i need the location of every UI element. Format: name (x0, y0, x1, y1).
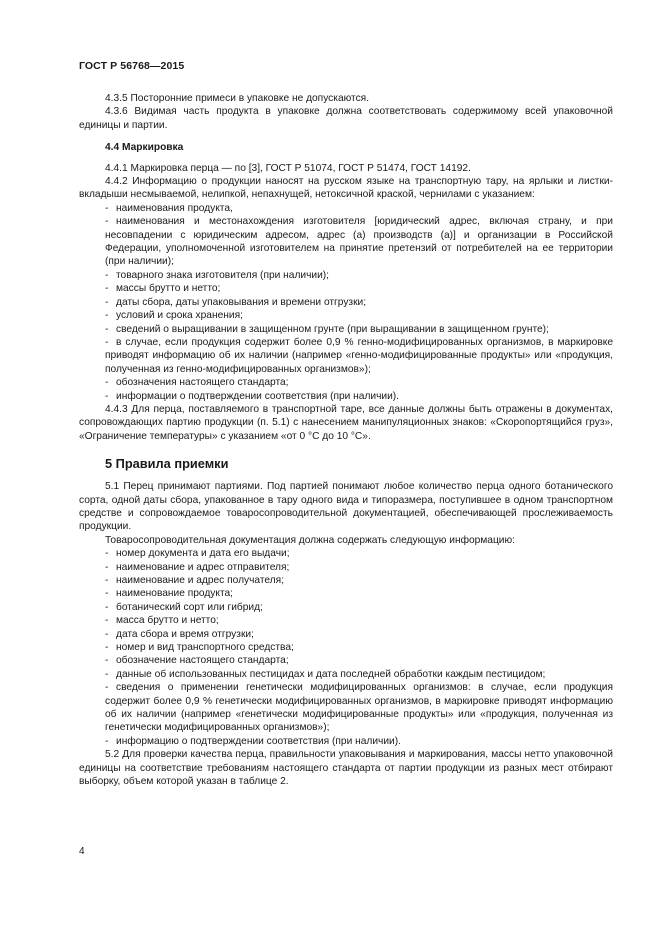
list-dash: - (105, 390, 109, 402)
list-dash: - (105, 615, 109, 627)
list-dash: - (105, 283, 109, 295)
list-item-text: товарного знака изготовителя (при наличии); (116, 269, 329, 281)
paragraph: 5.2 Для проверки качества перца, правильности упаковывания и маркирования, массы нетто упаковочной единицы на соответствие требованиям настоящего стандарта от партии продукции из разных мест отбирают выборку, объем которой указан в таблице 2. (79, 749, 613, 788)
section-heading: 5 Правила приемки (105, 456, 229, 472)
list-item (79, 614, 613, 627)
subsection-heading: 4.4 Маркировка (105, 142, 184, 154)
list-item-text: наименования продукта, (116, 202, 233, 214)
paragraph: 4.3.5 Посторонние примеси в упаковке не допускаются. (105, 93, 370, 104)
list-item-text: даты сбора, даты упаковывания и времени отгрузки; (116, 296, 367, 308)
paragraph: 4.4.3 Для перца, поставляемого в транспортной таре, все данные должны быть отражены в документах, сопровождающих партию продукции (п. 5.1) с нанесением манипуляционных знаков: «Скоропортящийся груз», «Ограничение температуры» с указанием «от 0 °С до 10 °С». (79, 403, 613, 442)
list-item-text: дата сбора и время отгрузки; (116, 628, 254, 640)
list-item (79, 628, 613, 641)
list-item-text: информацию о подтверждении соответствия (при наличии). (116, 735, 401, 747)
list-dash: - (105, 682, 109, 694)
list-item (79, 587, 613, 600)
list-dash: - (105, 323, 109, 335)
list-item (79, 601, 613, 614)
list-item (79, 269, 613, 282)
list-item (79, 735, 613, 748)
list-item (79, 323, 613, 336)
list-item-text: наименование и адрес получателя; (116, 575, 285, 586)
list-item (79, 336, 613, 376)
list-item (79, 681, 613, 735)
list-dash: - (105, 575, 109, 586)
list-dash: - (105, 296, 109, 308)
paragraph: 4.3.6 Видимая часть продукта в упаковке должна соответствовать содержимому всей упаковочной единицы и партии. (79, 106, 613, 131)
list-item-text: массы брутто и нетто; (116, 283, 221, 295)
list-dash: - (105, 642, 109, 654)
list-item (79, 668, 613, 681)
paragraph: Товаросопроводительная документация должна содержать следующую информацию: (105, 534, 515, 546)
list-item-text: наименование и адрес отправителя; (116, 561, 290, 573)
list-item (79, 654, 613, 667)
list-dash: - (105, 310, 109, 322)
list-item (79, 309, 613, 322)
list-item (79, 376, 613, 389)
list-dash: - (105, 336, 109, 348)
list-item (79, 561, 613, 574)
list-item-text: информации о подтверждении соответствия (при наличии). (116, 390, 400, 402)
list-item-text: ботанический сорт или гибрид; (116, 601, 263, 613)
list-item (79, 641, 613, 654)
list-item (79, 390, 613, 403)
list-item (79, 202, 613, 215)
list-dash: - (105, 269, 109, 281)
page-number: 4 (79, 846, 85, 857)
list-dash: - (105, 202, 109, 214)
list-item-text: наименование продукта; (116, 588, 234, 600)
paragraph: 4.4.2 Информацию о продукции наносят на русском языке на транспортную тару, на ярлыки и листки-вкладыши несмываемой, нелипкой, непахнущей, нетоксичной краской, чернилами с указанием: (79, 176, 613, 201)
list-dash: - (105, 601, 109, 613)
list-dash: - (105, 668, 109, 680)
list-item-text: номер и вид транспортного средства; (116, 642, 294, 654)
list-item (79, 282, 613, 295)
list-dash: - (105, 735, 109, 747)
list-item (79, 296, 613, 309)
list-dash: - (105, 628, 109, 640)
list-item-text: данные об использованных пестицидах и дата последней обработки каждым пестицидом; (116, 668, 546, 680)
list-dash: - (105, 588, 109, 600)
list-item (79, 574, 613, 587)
list-dash: - (105, 655, 109, 667)
list-dash: - (105, 561, 109, 573)
list-item-text: в случае, если продукция содержит более 0,9 % генно-модифицированных организмов, в маркировке приводят информацию об их наличии (например «генно-модифицированные продукты» или «продукция, полученная из генно-модифицированных организмов»); (105, 336, 613, 375)
paragraph: 4.4.1 Маркировка перца — по [3], ГОСТ Р 51074, ГОСТ Р 51474, ГОСТ 14192. (105, 162, 471, 174)
list-dash: - (105, 216, 109, 228)
list-item-text: наименования и местонахождения изготовителя [юридический адрес, включая страну, и при несовпадении с юридическим адресом, адрес (а) производств (а)] и организации в Российской Федерации, уполномоченной изготовителем на принятие претензий от потребителей на ее территории (при наличии); (105, 216, 613, 268)
document-header: ГОСТ Р 56768—2015 (79, 60, 185, 72)
list-item-text: сведений о выращивании в защищенном грунте (при выращивании в защищенном грунте); (116, 323, 549, 335)
list-dash: - (105, 548, 109, 560)
paragraph: 5.1 Перец принимают партиями. Под партией понимают любое количество перца одного ботанического сорта, одной даты сбора, упакованное в тару одного вида и типоразмера, поступившее в одном транспортном средстве и сопровождаемое товаросопроводительной документацией, обеспечивающей прослеживаемость продукции. (79, 481, 613, 533)
list-item-text: обозначение настоящего стандарта; (116, 655, 289, 667)
list-item-text: обозначения настоящего стандарта; (116, 377, 289, 389)
list-item-text: сведения о применении генетически модифицированных организмов: в случае, если продукция содержит более 0,9 % генетически модифицированных организмов, в маркировке приводят информацию об их наличии (например «генетически модифицированные продукты» или «продукция, полученная из генетически модифицированных организмов»); (105, 682, 613, 734)
list-dash: - (105, 377, 109, 389)
document-body (79, 92, 613, 789)
list-item-text: условий и срока хранения; (116, 310, 243, 322)
list-item-text: масса брутто и нетто; (116, 615, 219, 627)
list-item (79, 215, 613, 269)
list-item (79, 547, 613, 560)
list-item-text: номер документа и дата его выдачи; (116, 548, 290, 560)
